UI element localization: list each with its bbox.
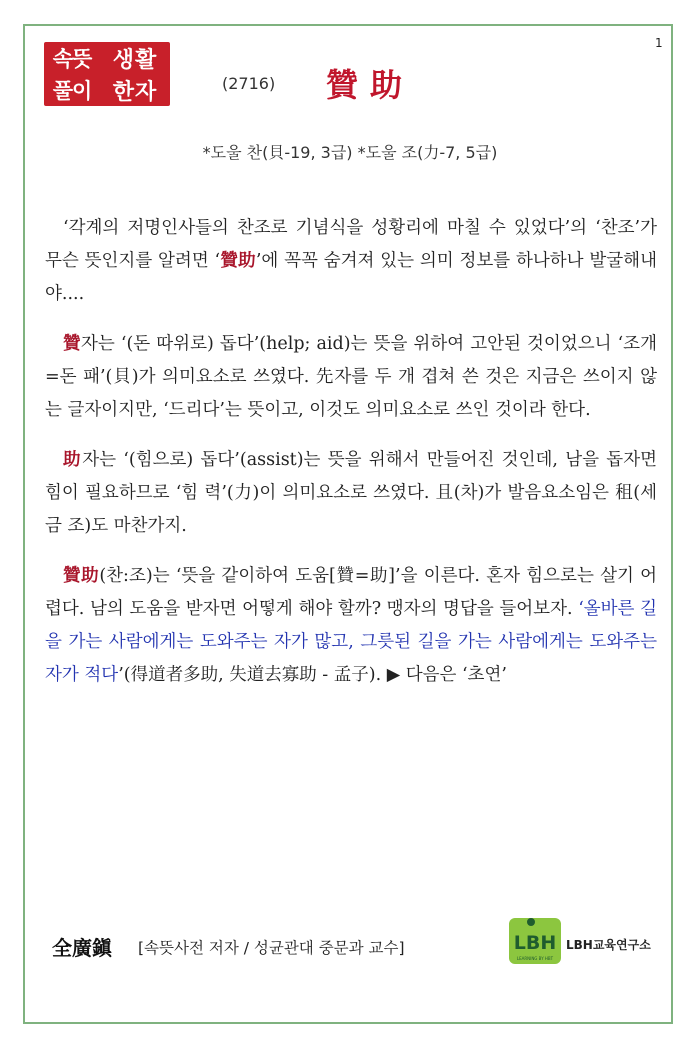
series-logo bbox=[44, 42, 170, 106]
page-number: 1 bbox=[655, 36, 663, 50]
lbh-logo-dot bbox=[527, 918, 535, 926]
paragraph-chanjo bbox=[45, 560, 657, 692]
paragraph-text: (찬:조)는 ‘뜻을 같이하여 도움[贊=助]’을 이른다. 혼자 힘으로는 살기 어렵다. 남의 도움을 받자면 어떻게 해야 할까? 맹자의 명답을 들어보자. bbox=[45, 566, 658, 619]
paragraph-text: 자는 ‘(돈 따위로) 돕다’(help; aid)는 뜻을 위하여 고안된 것이었으니 ‘조개=돈 패’(貝)가 의미요소로 쓰였다. 先자를 두 개 겹쳐 쓴 것은 지금은 쓰이지 않는 글자이지만, ‘드리다’는 뜻이고, 이것도 의미요소로 쓰인 것이라 한다. bbox=[45, 334, 657, 420]
logo-text-bottom-left: 풀이 bbox=[52, 79, 92, 103]
logo-text-top-left: 속뜻 bbox=[52, 47, 92, 71]
paragraph-text: 자는 ‘(힘으로) 돕다’(assist)는 뜻을 위해서 만들어진 것인데, 남을 돕자면 힘이 필요하므로 ‘힘 력’(力)이 의미요소로 쓰였다. 且(차)가 발음요소임은 租(세금 조)도 마찬가지. bbox=[45, 450, 657, 536]
lbh-logo-letters: LBH bbox=[513, 932, 557, 954]
paragraph-intro bbox=[45, 212, 657, 311]
lbh-institute-name: LBH교육연구소 bbox=[566, 938, 651, 952]
entry-number: (2716) bbox=[222, 74, 276, 93]
author-description: [속뜻사전 저자 / 성균관대 중문과 교수] bbox=[138, 939, 405, 957]
paragraph-jo bbox=[45, 444, 657, 543]
logo-text-top-right: 생활 bbox=[112, 47, 158, 73]
lbh-logo-icon bbox=[509, 916, 561, 966]
hanja-highlight: 贊 bbox=[63, 334, 82, 354]
character-info: *도울 찬(貝-19, 3급) *도울 조(力-7, 5급) bbox=[202, 143, 498, 162]
lbh-logo-tagline: LEARNING BY HBT bbox=[516, 956, 554, 961]
paragraph-text: ’(得道者多助, 失道去寡助 - 孟子). ▶ 다음은 ‘초연’ bbox=[118, 665, 507, 685]
hanja-highlight: 助 bbox=[63, 450, 83, 470]
hanja-highlight: 贊助 bbox=[63, 566, 100, 586]
author-name: 全廣鎭 bbox=[52, 936, 112, 960]
paragraph-text: ’에 꼭꼭 숨겨져 있는 의미 정보를 하나하나 발굴해내야.... bbox=[45, 251, 657, 304]
paragraph-text: ‘각계의 저명인사들의 찬조로 기념식을 성황리에 마칠 수 있었다’의 ‘찬조’가 무슨 뜻인지를 알려면 ‘ bbox=[45, 218, 657, 271]
paragraph-chan bbox=[45, 328, 657, 427]
logo-text-bottom-right: 한자 bbox=[112, 79, 158, 105]
article-body bbox=[45, 212, 657, 709]
entry-title-hanja: 贊助 bbox=[326, 66, 415, 104]
hanja-highlight: 贊助 bbox=[220, 251, 256, 271]
mencius-quote: ‘올바른 길을 가는 사람에게는 도와주는 자가 많고, 그릇된 길을 가는 사람에게는 도와주는 자가 적다 bbox=[45, 599, 657, 685]
